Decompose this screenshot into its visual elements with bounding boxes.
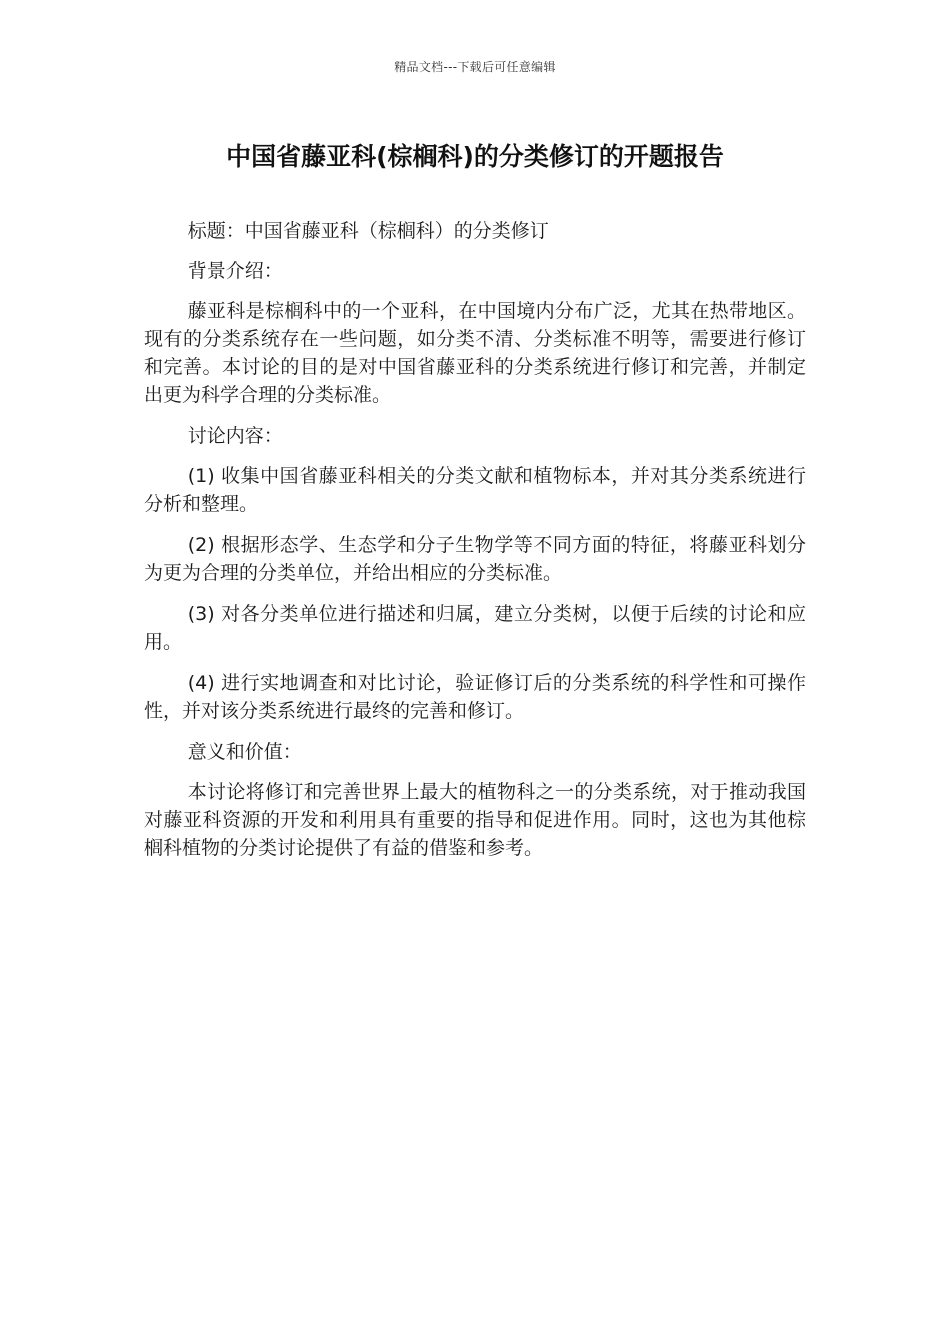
section-heading-content: 讨论内容：	[187, 425, 283, 447]
significance-paragraph: 本讨论将修订和完善世界上最大的植物科之一的分类系统，对于推动我国对藤亚科资源的开发和利用具有重要的指导和促进作用。同时，这也为其他棕榈科植物的分类讨论提供了有益的借鉴和参考。	[144, 781, 806, 859]
section-heading-background: 背景介绍：	[187, 260, 283, 282]
content-item-2: (2) 根据形态学、生态学和分子生物学等不同方面的特征，将藤亚科划分为更为合理的分类单位，并给出相应的分类标准。	[144, 534, 806, 584]
background-paragraph: 藤亚科是棕榈科中的一个亚科，在中国境内分布广泛，尤其在热带地区。现有的分类系统存在一些问题，如分类不清、分类标准不明等，需要进行修订和完善。本讨论的目的是对中国省藤亚科的分类系统进行修订和完善，并制定出更为科学合理的分类标准。	[144, 300, 806, 406]
document-title: 中国省藤亚科(棕榈科)的分类修订的开题报告	[226, 142, 724, 171]
section-heading-significance: 意义和价值：	[187, 741, 302, 763]
document-body	[144, 217, 806, 875]
content-item-3: (3) 对各分类单位进行描述和归属，建立分类树，以便于后续的讨论和应用。	[144, 603, 806, 653]
page-header: 精品文档---下载后可任意编辑	[394, 60, 556, 74]
content-item-4: (4) 进行实地调查和对比讨论，验证修订后的分类系统的科学性和可操作性，并对该分类系统进行最终的完善和修订。	[144, 672, 806, 722]
content-item-1: (1) 收集中国省藤亚科相关的分类文献和植物标本，并对其分类系统进行分析和整理。	[144, 465, 806, 515]
title-line: 标题：中国省藤亚科（棕榈科）的分类修订	[187, 220, 549, 242]
